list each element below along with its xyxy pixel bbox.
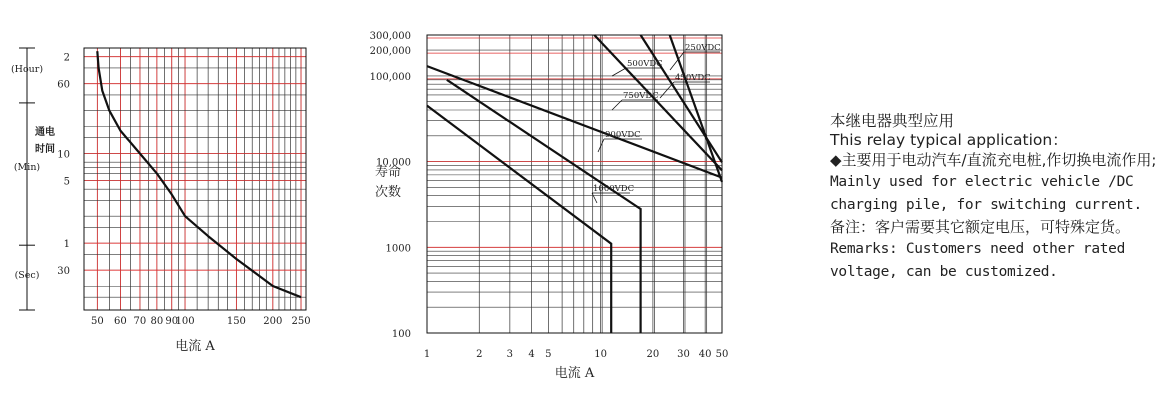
y-tick-label: 200,000 <box>369 46 411 58</box>
x-tick-label: 40 <box>698 349 712 360</box>
x-tick-label: 5 <box>545 349 552 360</box>
x-tick-label: 90 <box>165 316 179 327</box>
y-axis-label-2: 次数 <box>374 185 402 200</box>
life-current-chart <box>370 31 729 381</box>
y-axis-label-1: 通电 <box>35 127 55 138</box>
x-tick-label: 10 <box>594 349 608 360</box>
x-tick-label: 50 <box>90 316 104 327</box>
y-tick-label: 1000 <box>385 243 411 255</box>
x-tick-label: 20 <box>646 349 660 360</box>
x-tick-label: 100 <box>175 316 195 327</box>
x-tick-label: 30 <box>677 349 690 360</box>
x-axis-label: 电流 A <box>554 366 595 381</box>
notes-remark-en: Remarks: Customers need other rated voltage, can be customized. <box>830 241 1126 280</box>
y-tick-label: 2 <box>63 52 70 64</box>
time-current-chart <box>11 48 311 354</box>
series-line <box>594 35 722 170</box>
x-tick-label: 2 <box>476 349 483 360</box>
x-tick-label: 200 <box>263 316 283 327</box>
y-axis-label-1: 寿命 <box>374 165 402 180</box>
y-tick-label: 10,000 <box>376 157 411 169</box>
series-label: 450VDC <box>675 73 711 83</box>
series-label: 750VDC <box>623 91 659 101</box>
unit-hour-label: (Hour) <box>10 64 44 75</box>
x-tick-label: 3 <box>506 349 514 360</box>
notes-heading: 本继电器典型应用 <box>830 112 955 130</box>
x-tick-label: 80 <box>150 316 164 327</box>
notes-item-cn: ◆主要用于电动汽车/直流充电桩,作切换电流作用; <box>830 151 1157 169</box>
y-tick-label: 60 <box>57 79 70 91</box>
x-tick-label: 4 <box>528 349 535 360</box>
x-tick-label: 150 <box>226 316 246 327</box>
x-tick-label: 50 <box>715 349 729 360</box>
unit-min-label: (Min) <box>13 162 41 173</box>
y-axis-label-2: 时间 <box>35 144 55 155</box>
y-tick-label: 5 <box>63 176 70 188</box>
series-label: 500VDC <box>627 59 663 69</box>
series-label-leader <box>598 139 604 152</box>
x-tick-label: 1 <box>423 349 431 360</box>
y-tick-label: 100 <box>391 329 411 340</box>
x-tick-label: 60 <box>114 316 127 327</box>
series-line <box>97 51 301 297</box>
y-tick-label: 300,000 <box>369 31 411 42</box>
y-tick-label: 1 <box>63 239 70 251</box>
x-axis-label: 电流 A <box>175 339 215 354</box>
y-tick-label: 30 <box>57 266 70 278</box>
notes-remark-cn: 备注：客户需要其它额定电压，可特殊定货。 <box>830 218 1131 236</box>
notes-subheading: This relay typical application： <box>830 131 1068 149</box>
series-label-leader <box>612 68 626 76</box>
x-tick-label: 70 <box>133 316 147 327</box>
unit-sec-label: (Sec) <box>14 270 40 281</box>
y-tick-label: 10 <box>57 149 70 161</box>
series-label: 900VDC <box>605 130 641 140</box>
x-tick-label: 250 <box>291 316 311 327</box>
notes-item-en: Mainly used for electric vehicle /DC charging pile, for switching current. <box>830 174 1142 213</box>
application-notes <box>830 112 1170 284</box>
series-label: 1000VDC <box>593 184 635 194</box>
y-tick-label: 100,000 <box>369 71 411 83</box>
series-label: 250VDC <box>685 43 721 53</box>
